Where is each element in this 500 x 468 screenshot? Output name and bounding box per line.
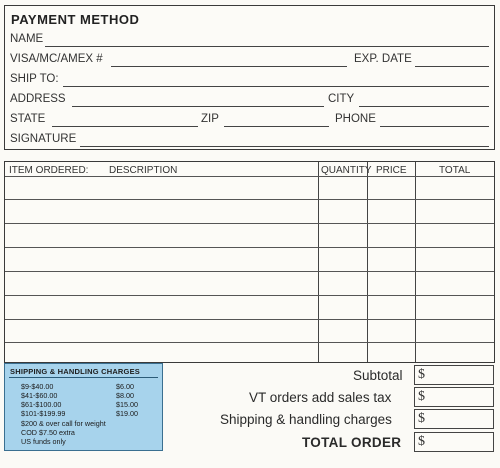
subtotal-field[interactable] bbox=[414, 365, 494, 385]
state-label: STATE bbox=[10, 113, 46, 125]
rate-charge: $6.00 bbox=[116, 382, 134, 391]
column-header-item-ordered: ITEM ORDERED: bbox=[9, 165, 89, 176]
table-row-divider bbox=[5, 223, 494, 224]
shipping-title-rule bbox=[9, 377, 158, 378]
shipping-handling-label: Shipping & handling charges bbox=[220, 412, 392, 427]
shipping-note: US funds only bbox=[21, 437, 66, 446]
address-row bbox=[5, 93, 494, 111]
currency-symbol: $ bbox=[418, 434, 425, 449]
rate-range: $61-$100.00 bbox=[21, 400, 62, 409]
column-header-quantity: QUANTITY bbox=[321, 165, 372, 176]
rate-charge: $15.00 bbox=[116, 400, 138, 409]
vt-sales-tax-label: VT orders add sales tax bbox=[249, 390, 392, 405]
rate-charge: $8.00 bbox=[116, 391, 134, 400]
header-divider bbox=[5, 176, 494, 177]
city-field[interactable] bbox=[359, 106, 489, 107]
address-field[interactable] bbox=[72, 106, 324, 107]
phone-label: PHONE bbox=[335, 113, 376, 125]
shipping-charges-box bbox=[4, 363, 163, 451]
address-label: ADDRESS bbox=[10, 93, 66, 105]
order-table bbox=[4, 161, 495, 363]
card-number-field[interactable] bbox=[111, 66, 347, 67]
rate-range: $101-$199.99 bbox=[21, 409, 66, 418]
card-row bbox=[5, 53, 494, 71]
column-divider bbox=[318, 162, 319, 362]
subtotal-label: Subtotal bbox=[353, 368, 403, 383]
column-header-price: PRICE bbox=[376, 165, 407, 176]
table-row-divider bbox=[5, 319, 494, 320]
card-number-label: VISA/MC/AMEX # bbox=[10, 53, 103, 65]
payment-method-title: PAYMENT METHOD bbox=[11, 12, 140, 27]
rate-range: $41-$60.00 bbox=[21, 391, 58, 400]
city-label: CITY bbox=[328, 93, 355, 105]
shipping-charges-title: SHIPPING & HANDLING CHARGES bbox=[10, 367, 140, 376]
total-order-label: TOTAL ORDER bbox=[302, 435, 402, 450]
ship-to-row bbox=[5, 73, 494, 91]
table-row-divider bbox=[5, 247, 494, 248]
shipping-handling-field[interactable] bbox=[414, 409, 494, 429]
name-row bbox=[5, 33, 494, 51]
state-field[interactable] bbox=[52, 126, 198, 127]
currency-symbol: $ bbox=[418, 389, 425, 404]
exp-date-field[interactable] bbox=[415, 66, 489, 67]
rate-charge: $19.00 bbox=[116, 409, 138, 418]
vt-sales-tax-field[interactable] bbox=[414, 387, 494, 407]
column-header-total: TOTAL bbox=[439, 165, 471, 176]
name-field[interactable] bbox=[45, 46, 489, 47]
shipping-note: $200 & over call for weight bbox=[21, 419, 106, 428]
state-row bbox=[5, 113, 494, 131]
rate-range: $9-$40.00 bbox=[21, 382, 54, 391]
currency-symbol: $ bbox=[418, 367, 425, 382]
column-divider bbox=[367, 162, 368, 362]
table-row-divider bbox=[5, 271, 494, 272]
table-row-divider bbox=[5, 199, 494, 200]
phone-field[interactable] bbox=[380, 126, 489, 127]
exp-date-label: EXP. DATE bbox=[354, 53, 412, 65]
ship-to-field[interactable] bbox=[63, 86, 489, 87]
signature-field[interactable] bbox=[80, 146, 489, 147]
currency-symbol: $ bbox=[418, 411, 425, 426]
column-header-description: DESCRIPTION bbox=[109, 165, 178, 176]
name-label: NAME bbox=[10, 33, 44, 45]
shipping-note: COD $7.50 extra bbox=[21, 428, 75, 437]
signature-row bbox=[5, 133, 494, 151]
total-order-field[interactable] bbox=[414, 432, 494, 452]
table-row-divider bbox=[5, 295, 494, 296]
zip-label: ZIP bbox=[201, 113, 219, 125]
zip-field[interactable] bbox=[224, 126, 329, 127]
table-row-divider bbox=[5, 342, 494, 343]
ship-to-label: SHIP TO: bbox=[10, 73, 59, 85]
column-divider bbox=[415, 162, 416, 362]
payment-method-section bbox=[4, 5, 495, 150]
signature-label: SIGNATURE bbox=[10, 133, 77, 145]
